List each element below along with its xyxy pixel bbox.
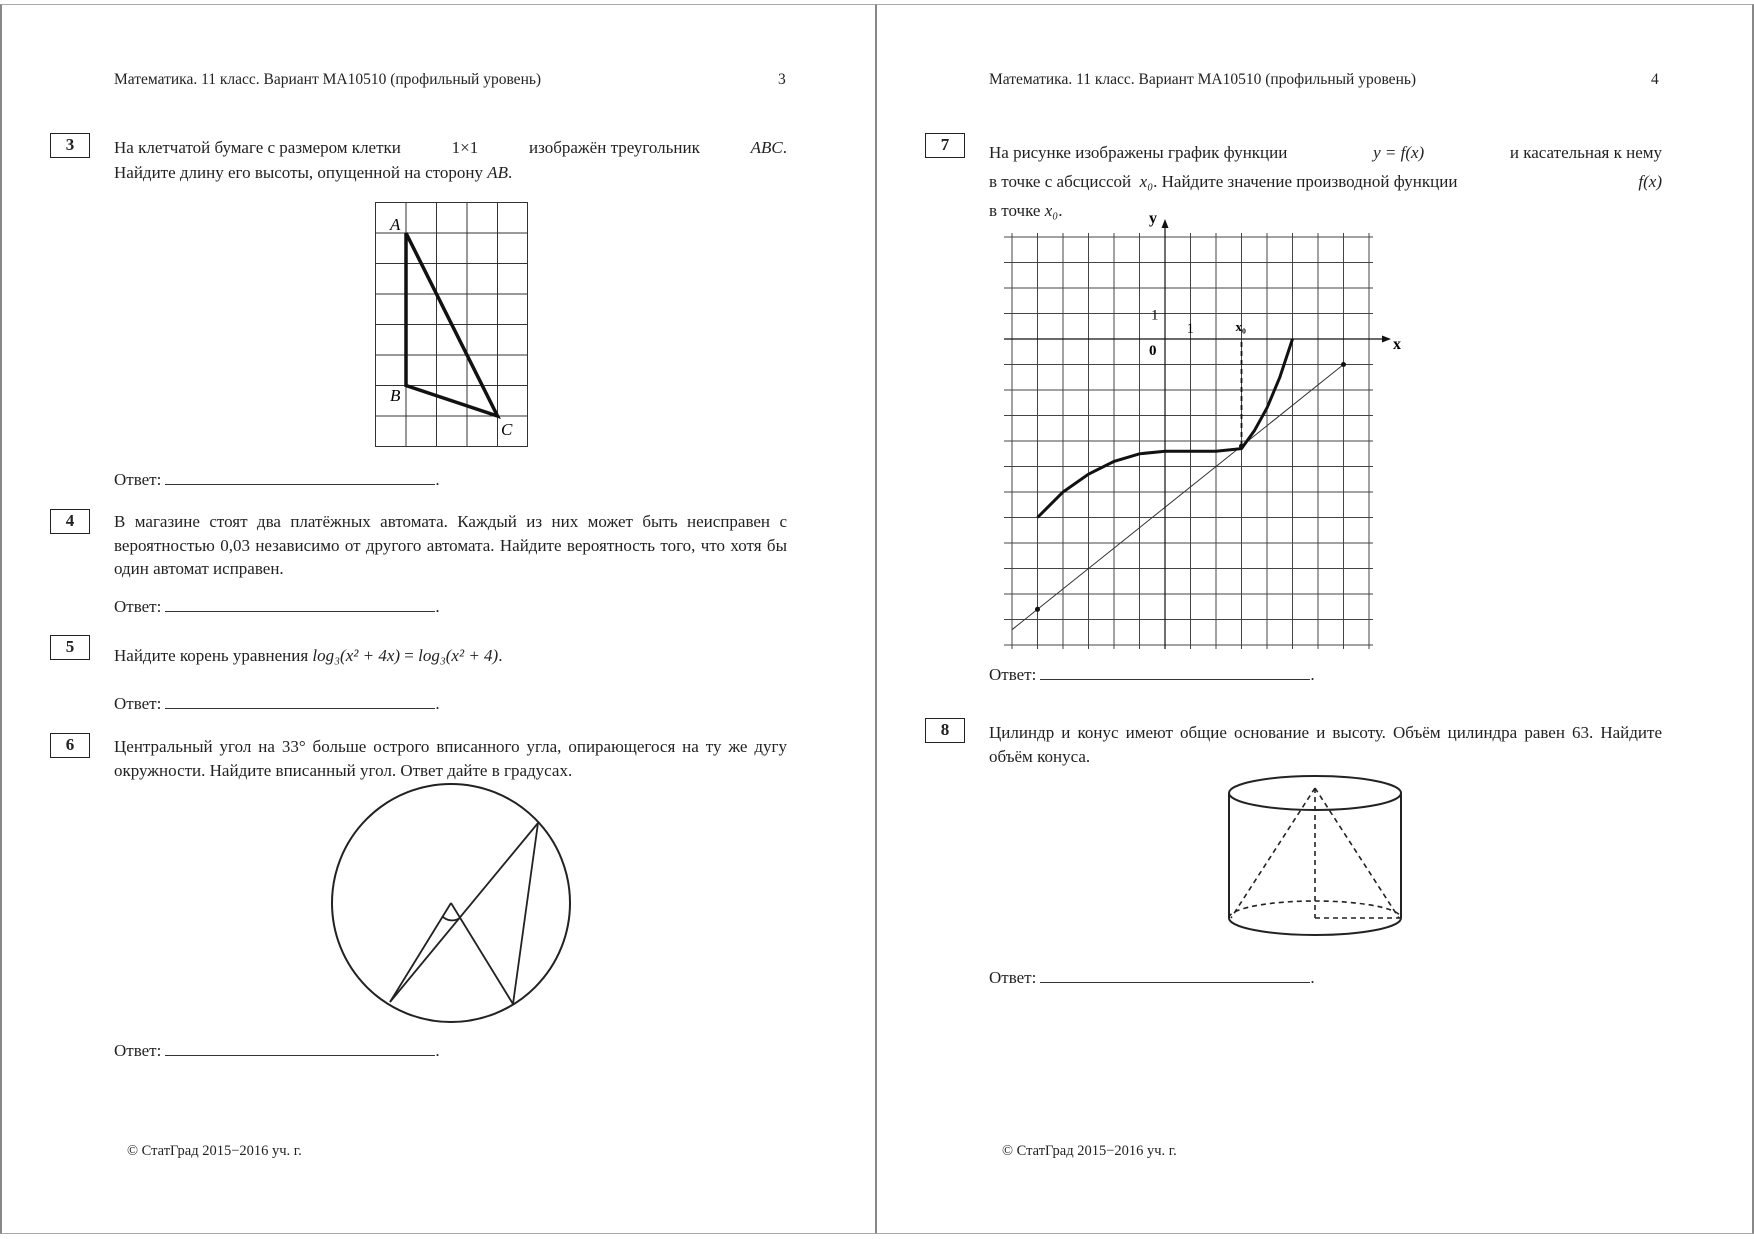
question-4-text: В магазине стоят два платёжных автомата. Каждый из них может быть неисправен с вероятностью 0,03 независимо от другого автомата. Найдите вероятность того, что хотя бы один автомат исправен. [114,512,787,578]
page-footer: © СтатГрад 2015−2016 уч. г. [127,1143,302,1159]
answer-blank[interactable] [1040,665,1310,680]
answer-blank[interactable] [165,694,435,709]
q7-x0: x₀ [1139,172,1154,191]
answer-blank[interactable] [165,597,435,612]
vertex-label-c: C [501,420,513,439]
vertex-label-b: B [390,386,401,405]
answer-line: Ответ: . [989,665,1315,684]
tick-label-x-one: 1 [1186,321,1194,337]
q7-x0: x₀ [1044,201,1059,220]
q5-equation-rhs: log₃(x² + 4) [418,646,499,665]
answer-label: Ответ: [114,597,162,616]
tangent-line [1012,365,1344,630]
y-axis-label: y [1149,210,1157,227]
answer-line: Ответ: . [114,470,440,489]
origin-label: 0 [1149,343,1157,359]
q7-text-part: . [1058,201,1063,220]
answer-label: Ответ: [114,470,162,489]
page-header: Математика. 11 класс. Вариант МА10510 (профильный уровень) [989,71,1417,88]
q7-text-part: в точке с абсциссой [989,172,1132,191]
answer-label: Ответ: [989,665,1037,684]
marked-point [1341,362,1346,367]
question-number-box: 8 [925,718,965,743]
q5-equation-lhs: log₃(x² + 4x) [312,646,401,665]
answer-line: Ответ: . [114,694,440,713]
page-footer: © СтатГрад 2015−2016 уч. г. [1002,1143,1177,1159]
q7-text-part: и касательная к нему [1509,143,1662,162]
page-number: 3 [778,71,786,88]
question-number-box: 4 [50,509,90,534]
answer-label: Ответ: [114,694,162,713]
q5-equation-sign: = [400,646,419,665]
x-axis-label: x [1393,336,1401,353]
q7-text-part: . Найдите значение производной функции [1153,172,1458,191]
question-3-text: На клетчатой бумаге с размером клетки 1×1 изображён треугольник ABC. Найдите длину его высоты, опущенной на сторону AB. [114,135,787,185]
marked-point [1035,607,1040,612]
question-7-text [989,138,1662,225]
page-header: Математика. 11 класс. Вариант МА10510 (профильный уровень) [114,71,542,88]
question-number-box: 5 [50,635,90,660]
q3-cell-size: 1×1 [451,138,479,157]
tick-label-y-one: 1 [1151,307,1159,324]
q3-side-name: AB [487,163,508,182]
left-page [0,4,877,1234]
question-5-text: Найдите корень уравнения log₃(x² + 4x) = log₃(x² + 4). [114,646,503,665]
marked-point [1239,444,1244,449]
answer-label: Ответ: [989,968,1037,987]
answer-label: Ответ: [114,1041,162,1060]
circle-angles-figure [328,781,574,1027]
question-number-box: 7 [925,133,965,158]
question-number-box: 6 [50,733,90,758]
function-graph-chart [997,210,1401,627]
q3-triangle-name: ABC [750,138,783,157]
right-page [877,4,1754,1234]
x0-label: x₀ [1235,319,1246,334]
answer-line: Ответ: . [989,968,1315,987]
vertex-label-a: A [390,215,401,234]
answer-blank[interactable] [1040,968,1310,983]
q7-function-f: f(x) [1638,172,1662,191]
q3-text-part: Найдите длину его высоты, опущенной на сторону [114,163,483,182]
x-axis-arrow [1382,336,1391,343]
page-number: 4 [1651,71,1659,88]
answer-line: Ответ: . [114,1041,440,1060]
question-number-box: 3 [50,133,90,158]
q5-text: Найдите корень уравнения [114,646,309,665]
q3-text-part: изображён треугольник [529,138,700,157]
answer-blank[interactable] [165,470,435,485]
q3-text-part: На клетчатой бумаге с размером клетки [114,138,401,157]
triangle-grid-figure [374,201,530,449]
answer-line: Ответ: . [114,597,440,616]
q7-function-y: y = f(x) [1373,143,1425,162]
question-8-text: Цилиндр и конус имеют общие основание и высоту. Объём цилиндра равен 63. Найдите объём конуса. [989,723,1662,766]
q7-text-part: в точке [989,201,1041,220]
answer-blank[interactable] [165,1041,435,1056]
question-6-text: Центральный угол на 33° больше острого вписанного угла, опирающегося на ту же дугу окружности. Найдите вписанный угол. Ответ дайте в градусах. [114,737,787,780]
q7-text-part: На рисунке изображены график функции [989,143,1288,162]
cylinder-cone-figure [1227,773,1411,943]
